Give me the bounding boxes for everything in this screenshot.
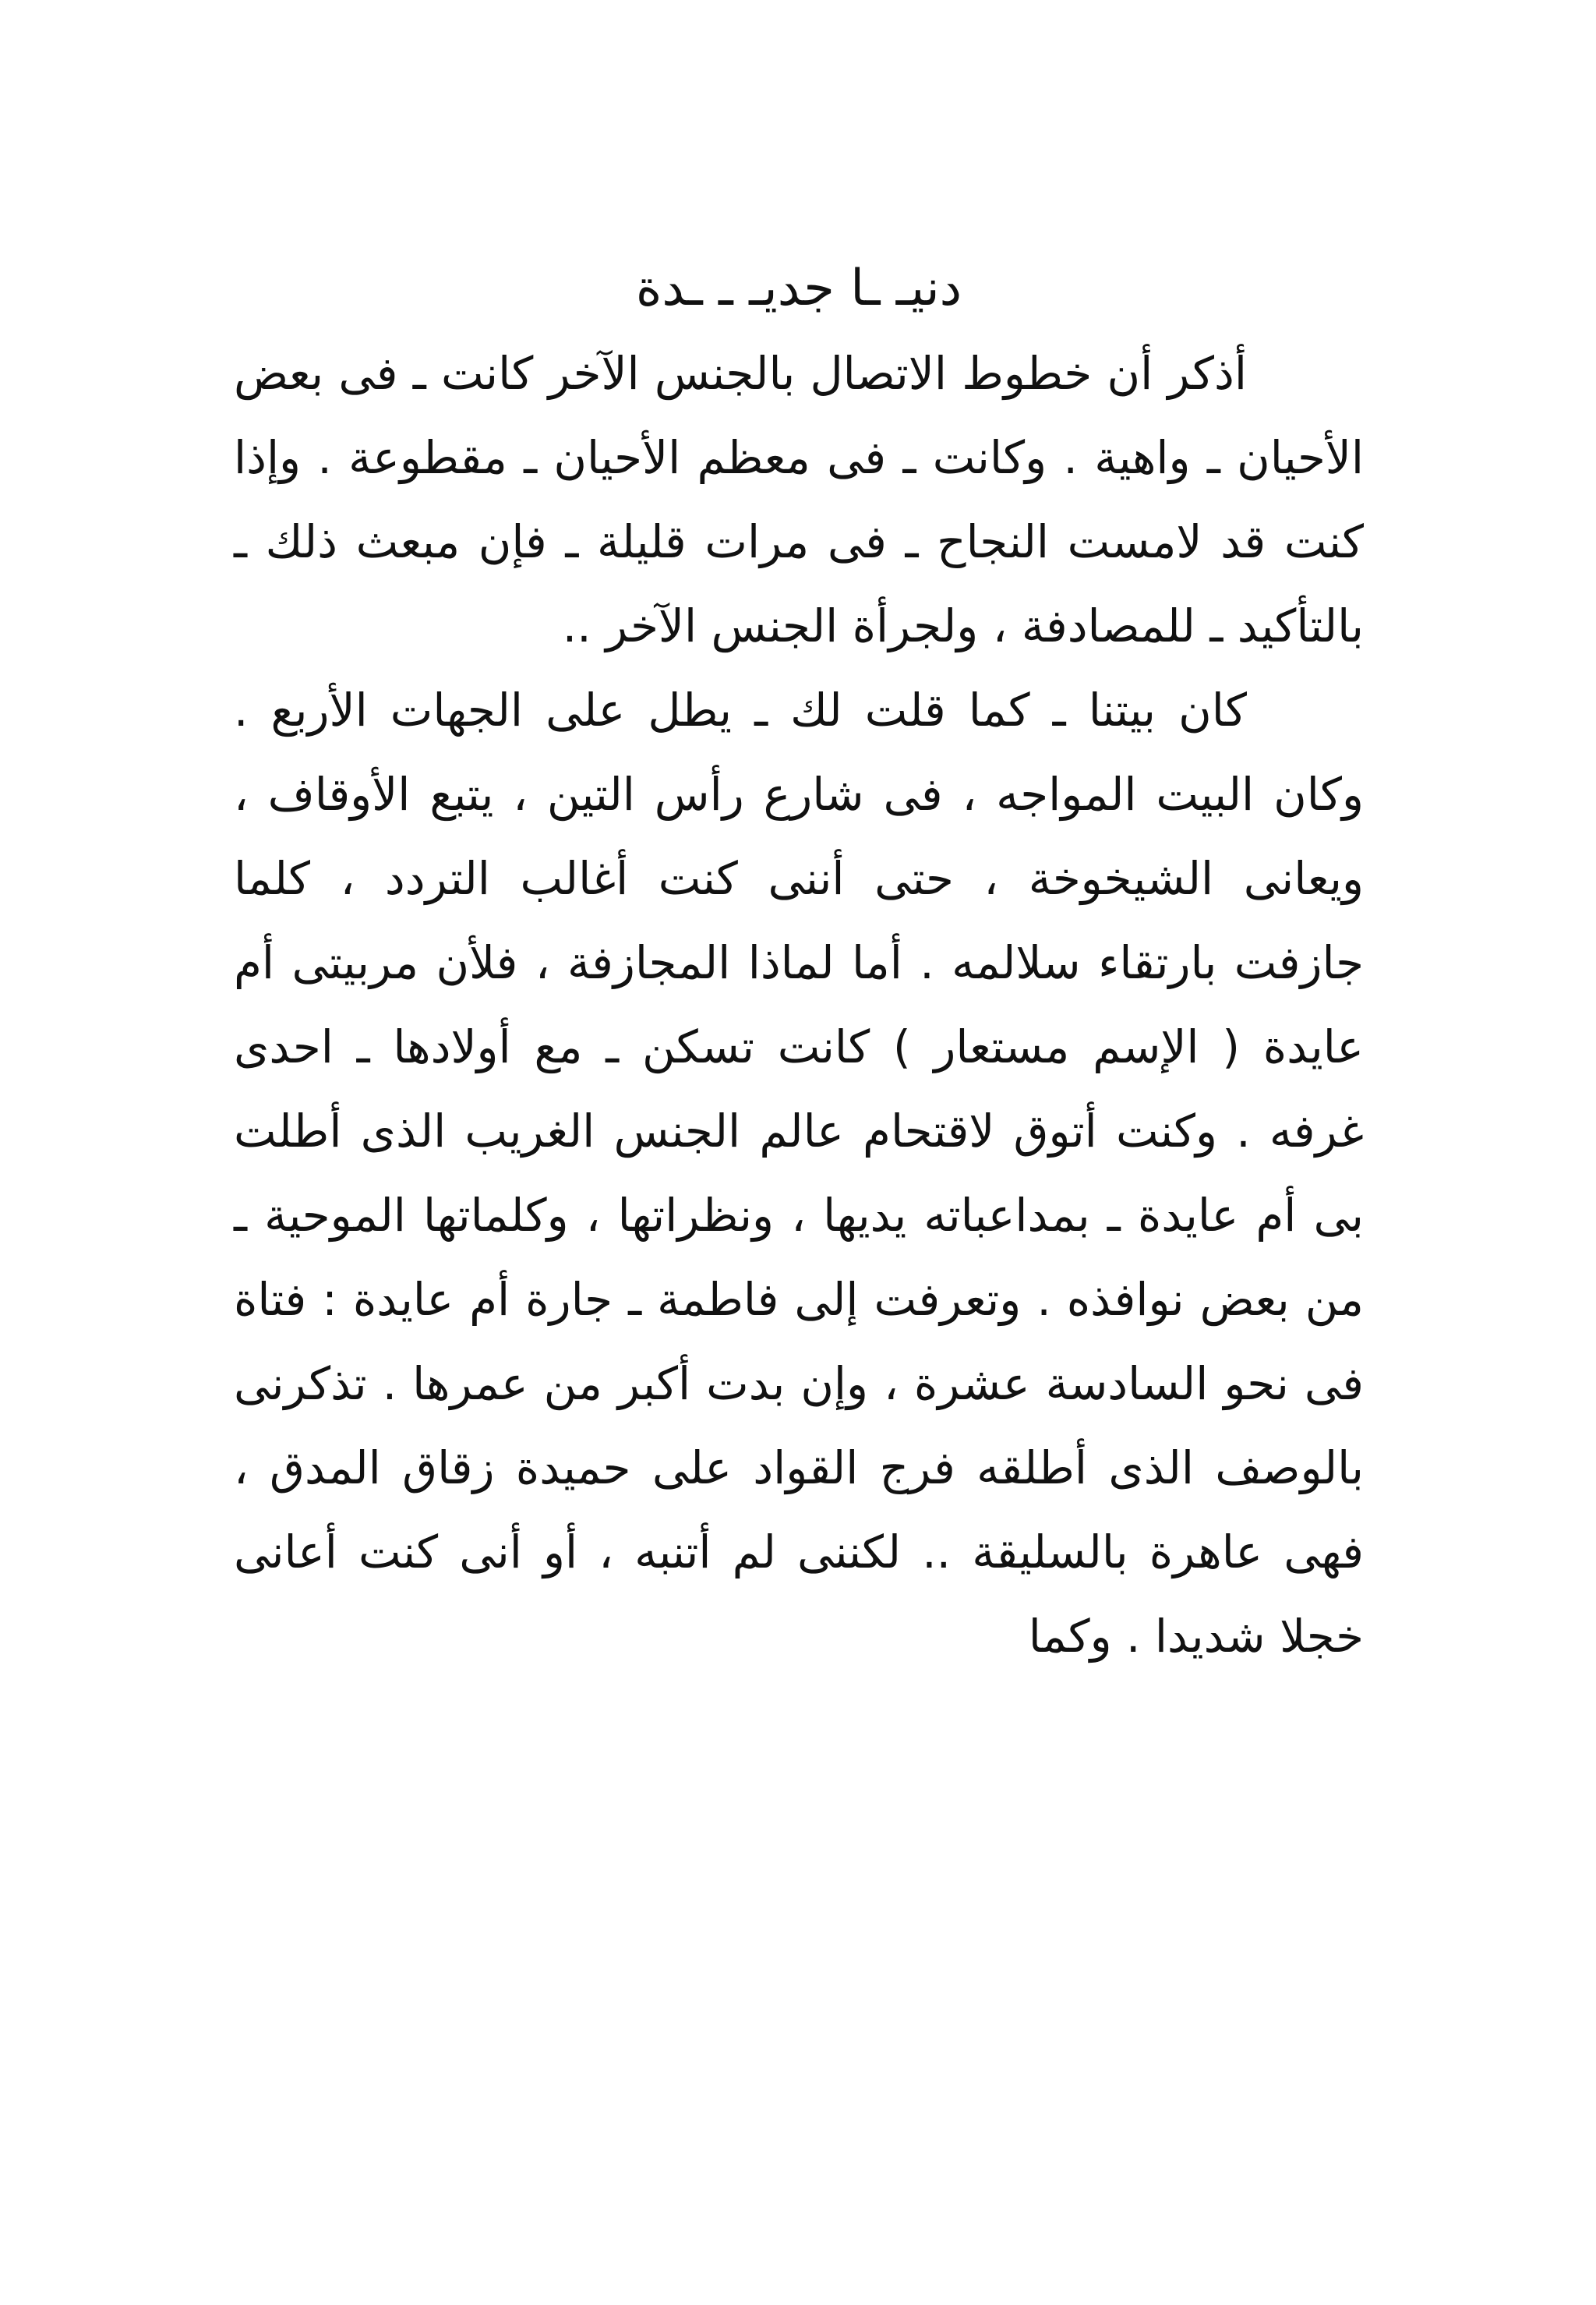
- paragraph-2: كان بيتنا ـ كما قلت لك ـ يطل على الجهات الأربع . وكان البيت المواجه ، فى شارع رأس التين ، يتبع الأوقاف ، ويعانى الشيخوخة ، حتى أننى كنت أغالب التردد ، كلما جازفت بارتقاء سلالمه . أما لماذا المجازفة ، فلأن مربيتى أم عايدة ( الإسم مستعار ) كانت تسكن ـ مع أولادها ـ احدى غرفه . وكنت أتوق لاقتحام عالم الجنس الغريب الذى أطلت بى أم عايدة ـ بمداعباته يديها ، ونظراتها ، وكلماتها الموحية ـ من بعض نوافذه . وتعرفت إلى فاطمة ـ جارة أم عايدة : فتاة فى نحو السادسة عشرة ، وإن بدت أكبر من عمرها . تذكرنى بالوصف الذى أطلقه فرج القواد على حميدة زقاق المدق ، فهى عاهرة بالسليقة .. لكننى لم أتنبه ، أو أنى كنت أعانى خجلا شديدا . وكما: [234, 684, 1364, 1663]
- document-body: [234, 246, 1364, 1678]
- document-title: دنيـ ـا جديـ ـ ـدة: [635, 260, 962, 317]
- paragraph-1: أذكر أن خطوط الاتصال بالجنس الآخر كانت ـ فى بعض الأحيان ـ واهية . وكانت ـ فى معظم الأحيان ـ مقطوعة . وإذا كنت قد لامست النجاح ـ فى مرات قليلة ـ فإن مبعث ذلك ـ بالتأكيد ـ للمصادفة ، ولجرأة الجنس الآخر ..: [234, 347, 1364, 652]
